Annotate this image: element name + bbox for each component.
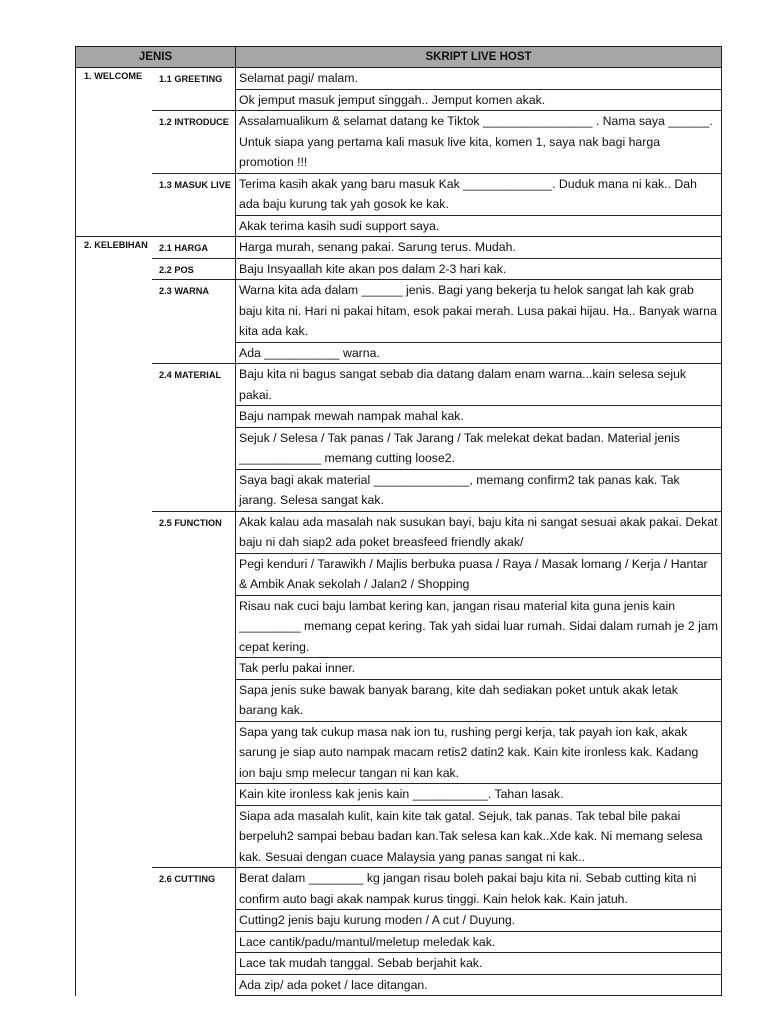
script-line: Sapa yang tak cukup masa nak ion tu, rushing pergi kerja, tak payah ion kak, akak sarung je siap auto nampak macam retis2 datin2 kak. Kain kite ironless kak. Kadang ion baju smp melecur tangan ni kan kak. — [236, 722, 722, 785]
script-line: Assalamualikum & selamat datang ke Tiktok ________________ . Nama saya ______. Untuk siapa yang pertama kali masuk live kita, komen 1, saya nak bagi harga promotion !!! — [236, 111, 722, 173]
script-line: Ada zip/ ada poket / lace ditangan. — [236, 975, 722, 997]
script-line: Akak kalau ada masalah nak susukan bayi, baju kita ni sangat sesuai akak pakai. Dekat baju ni dah siap2 ada poket breasfeed friendly akak/ — [236, 512, 722, 554]
subsection-block — [152, 110, 722, 173]
script-line: Siapa ada masalah kulit, kain kite tak gatal. Sejuk, tak panas. Tak tebal bile pakai berpeluh2 sampai bebau badan kan.Tak selesa kan kak..Xde kak. Ni memang selesa kak. Sesuai dengan cuace Malaysia yang panas sangat ni kak.. — [236, 806, 722, 868]
script-line: Saya bagi akak material ______________, memang confirm2 tak panas kak. Tak jarang. Selesa sangat kak. — [236, 470, 722, 511]
category-block — [76, 236, 722, 996]
category-name: 2. KELEBIHAN — [84, 240, 148, 250]
script-line: Warna kita ada dalam ______ jenis. Bagi yang bekerja tu helok sangat lah kak grab baju kita ni. Hari ni pakai hitam, esok pakai merah. Lusa pakai hijau. Ha.. Banyak warna kita ada kak. — [236, 280, 722, 343]
script-line: Akak terima kasih sudi support saya. — [236, 216, 722, 237]
script-line: Sejuk / Selesa / Tak panas / Tak Jarang / Tak melekat dekat badan. Material jenis ____________ memang cutting loose2. — [236, 428, 722, 470]
script-lines — [235, 68, 722, 110]
subsection-block — [152, 258, 722, 280]
script-line: Tak perlu pakai inner. — [236, 658, 722, 680]
subsection-block — [152, 511, 722, 868]
header-jenis: JENIS — [76, 47, 236, 67]
subsection-block — [152, 279, 722, 363]
script-line: Risau nak cuci baju lambat kering kan, jangan risau material kita guna jenis kain _________ memang cepat kering. Tak yah sidai luar rumah. Sidai dalam rumah je 2 jam cepat kering. — [236, 596, 722, 659]
script-line: Baju kita ni bagus sangat sebab dia datang dalam enam warna...kain selesa sejuk pakai. — [236, 364, 722, 406]
category-name: 1. WELCOME — [84, 71, 143, 81]
subsection-name: 1.1 GREETING — [159, 74, 223, 84]
script-table — [75, 46, 722, 996]
subsection-name: 1.2 INTRODUCE — [159, 117, 229, 127]
script-line: Ok jemput masuk jemput singgah.. Jemput komen akak. — [236, 90, 722, 111]
script-line: Baju nampak mewah nampak mahal kak. — [236, 406, 722, 428]
script-lines — [235, 174, 722, 237]
script-lines — [235, 259, 722, 280]
script-line: Kain kite ironless kak jenis kain ___________. Tahan lasak. — [236, 784, 722, 806]
subsection-block — [152, 237, 722, 258]
subsection-block — [152, 173, 722, 237]
subsection-name: 2.3 WARNA — [159, 286, 210, 296]
script-line: Ada ___________ warna. — [236, 343, 722, 364]
subsection-name: 2.1 HARGA — [159, 243, 209, 253]
subsection-block — [152, 867, 722, 996]
subsection-block — [152, 363, 722, 511]
script-line: Lace cantik/padu/mantul/meletup meledak kak. — [236, 932, 722, 954]
script-lines — [235, 280, 722, 363]
script-line: Selamat pagi/ malam. — [236, 68, 722, 90]
script-line: Lace tak mudah tanggal. Sebab berjahit kak. — [236, 953, 722, 975]
subsection-name: 2.5 FUNCTION — [159, 517, 222, 528]
category-subsections — [152, 237, 722, 996]
script-lines — [235, 364, 722, 511]
category-block — [76, 68, 722, 236]
subsection-name: 2.4 MATERIAL — [159, 370, 222, 380]
script-lines — [235, 111, 722, 173]
subsection-name: 2.6 CUTTING — [159, 874, 216, 884]
script-line: Berat dalam ________ kg jangan risau boleh pakai baju kita ni. Sebab cutting kita ni confirm auto bagi akak nampak kurus tinggi. Kain helok kak. Kain jatuh. — [236, 868, 722, 910]
subsection-name: 1.3 MASUK LIVE — [159, 179, 231, 190]
header-skript: SKRIPT LIVE HOST — [425, 51, 532, 63]
script-line: Cutting2 jenis baju kurung moden / A cut / Duyung. — [236, 910, 722, 932]
script-line: Sapa jenis suke bawak banyak barang, kite dah sediakan poket untuk akak letak barang kak. — [236, 680, 722, 722]
script-lines — [235, 237, 722, 258]
subsection-name: 2.2 POS — [159, 264, 194, 275]
script-line: Harga murah, senang pakai. Sarung terus. Mudah. — [236, 237, 722, 258]
table-body — [75, 68, 722, 996]
script-line: Pegi kenduri / Tarawikh / Majlis berbuka puasa / Raya / Masak lomang / Kerja / Hantar & Ambik Anak sekolah / Jalan2 / Shopping — [236, 554, 722, 596]
subsection-block — [152, 68, 722, 110]
category-subsections — [152, 68, 722, 236]
table-header — [75, 46, 722, 68]
script-line: Terima kasih akak yang baru masuk Kak _____________. Duduk mana ni kak.. Dah ada baju kurung tak yah gosok ke kak. — [236, 174, 722, 216]
script-lines — [235, 868, 722, 996]
script-line: Baju Insyaallah kite akan pos dalam 2-3 hari kak. — [236, 259, 722, 280]
script-lines — [235, 512, 722, 868]
